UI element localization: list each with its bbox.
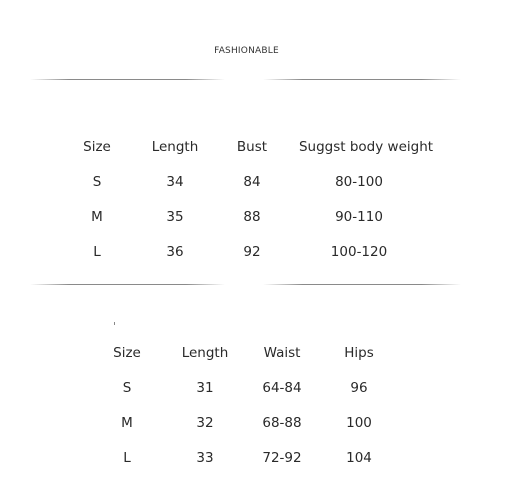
table-cell: 104 — [346, 450, 372, 466]
header-cell: Bust — [236, 139, 268, 155]
small-mark — [114, 322, 115, 325]
table-row — [0, 244, 505, 279]
table-cell: 32 — [196, 415, 214, 431]
table-cell: 72-92 — [262, 450, 302, 466]
size-chart-top — [0, 139, 505, 279]
table-cell: M — [91, 209, 103, 225]
header-cell: Size — [83, 139, 111, 155]
table-row — [0, 380, 505, 415]
table-row — [0, 209, 505, 244]
table-cell: 96 — [350, 380, 368, 396]
table-cell: L — [123, 450, 131, 466]
divider-right-middle — [263, 284, 461, 285]
table-header-row — [0, 139, 505, 174]
table-cell: S — [122, 380, 132, 396]
table-cell: 100-120 — [330, 244, 388, 260]
table-cell: 84 — [243, 174, 261, 190]
divider-left-middle — [30, 284, 225, 285]
table-header-row — [0, 345, 505, 380]
table-cell: 36 — [166, 244, 184, 260]
header-cell: Waist — [263, 345, 301, 361]
brand-title: FASHIONABLE — [214, 46, 279, 56]
header-cell: Length — [151, 139, 199, 155]
table-cell: 68-88 — [262, 415, 302, 431]
table-cell: M — [121, 415, 133, 431]
table-cell: 34 — [166, 174, 184, 190]
size-chart-bottom — [0, 345, 505, 485]
table-cell: 64-84 — [262, 380, 302, 396]
table-cell: 80-100 — [335, 174, 383, 190]
table-cell: 90-110 — [335, 209, 383, 225]
header-cell: Hips — [344, 345, 374, 361]
divider-right-top — [263, 79, 461, 80]
table-cell: 100 — [346, 415, 372, 431]
header-cell: Length — [181, 345, 229, 361]
table-cell: 33 — [196, 450, 214, 466]
header-cell: Size — [113, 345, 141, 361]
table-cell: 35 — [166, 209, 184, 225]
table-cell: S — [92, 174, 102, 190]
divider-left-top — [30, 79, 225, 80]
table-cell: 88 — [243, 209, 261, 225]
table-cell: 92 — [243, 244, 261, 260]
table-cell: 31 — [196, 380, 214, 396]
table-row — [0, 450, 505, 485]
header-cell: Suggst body weight — [298, 139, 434, 155]
table-row — [0, 415, 505, 450]
table-row — [0, 174, 505, 209]
table-cell: L — [93, 244, 101, 260]
